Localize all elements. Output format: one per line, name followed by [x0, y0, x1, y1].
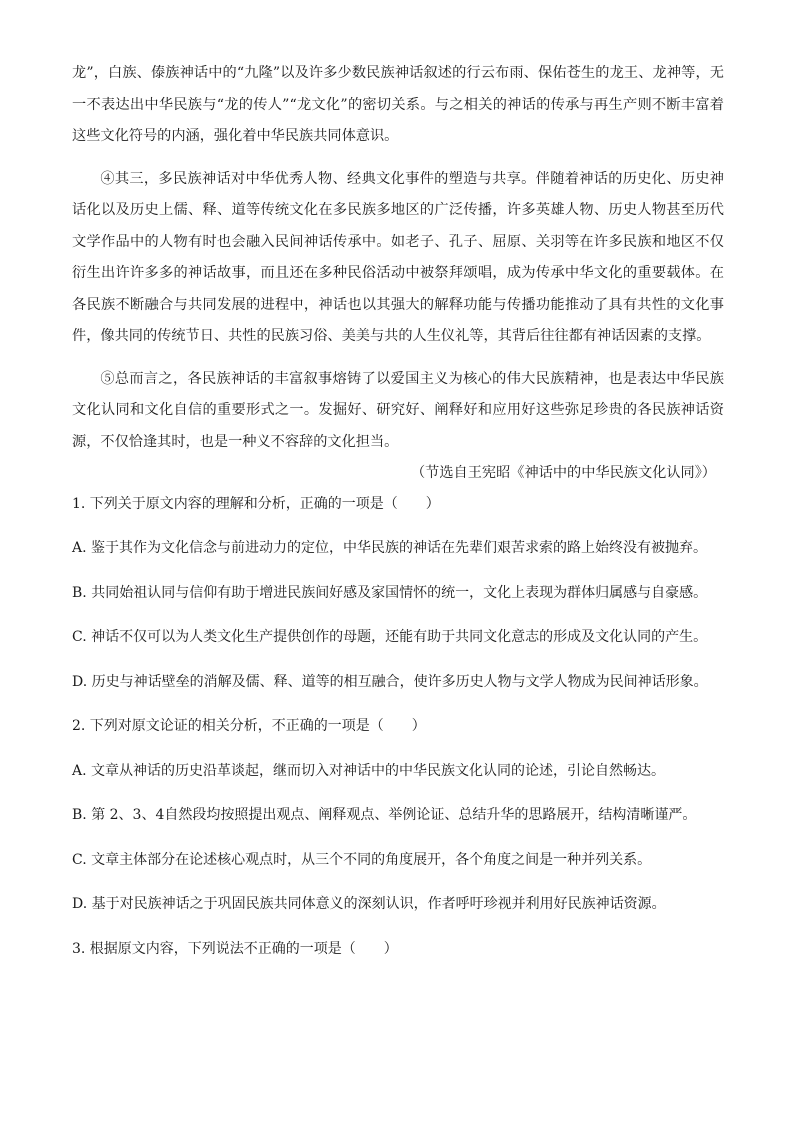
question-option: D. 历史与神话壁垒的消解及儒、释、道等的相互融合，使许多历史人物与文学人物成为民间神话形象。	[72, 673, 708, 690]
question-option: D. 基于对民族神话之于巩固民族共同体意义的深刻认识，作者呼吁珍视并利用好民族神话资源。	[72, 896, 666, 912]
question-stem: 2. 下列对原文论证的相关分析，不正确的一项是（ ）	[72, 718, 426, 734]
question-option: C. 文章主体部分在论述核心观点时，从三个不同的角度展开，各个角度之间是一种并列关系。	[72, 851, 652, 868]
question-stem: 3. 根据原文内容，下列说法不正确的一项是（ ）	[72, 940, 398, 957]
paragraph-continued: 龙”，白族、傣族神话中的“九隆”以及许多少数民族神话叙述的行云布雨、保佑苍生的龙王、龙神等，无一不表达出中华民族与“龙的传人”“龙文化”的密切关系。与之相关的神话的传承与再生产则不断丰富着这些文化符号的内涵，强化着中华民族共同体意识。	[72, 65, 724, 144]
question-stem: 1. 下列关于原文内容的理解和分析，正确的一项是（ ）	[72, 495, 440, 512]
document-page	[72, 58, 724, 983]
paragraph-4: ④其三，多民族神话对中华优秀人物、经典文化事件的塑造与共享。伴随着神话的历史化、历史神话化以及历史上儒、释、道等传统文化在多民族多地区的广泛传播，许多英雄人物、历史人物甚至历代文学作品中的人物有时也会融入民间神话传承中。如老子、孔子、屈原、关羽等在许多民族和地区不仅衍生出许许多多的神话故事，而且还在多种民俗活动中被祭拜颂唱，成为传承中华文化的重要载体。在各民族不断融合与共同发展的进程中，神话也以其强大的解释功能与传播功能推动了具有共性的文化事件，像共同的传统节日、共性的民族习俗、美美与共的人生仪礼等，其背后往往都有神话因素的支撑。	[72, 170, 724, 344]
question-option: A. 文章从神话的历史沿革谈起，继而切入对神话中的中华民族文化认同的论述，引论自然畅达。	[72, 762, 666, 779]
question-option: C. 神话不仅可以为人类文化生产提供创作的母题，还能有助于共同文化意志的形成及文化认同的产生。	[72, 629, 708, 645]
question-option: B. 共同始祖认同与信仰有助于增进民族间好感及家国情怀的统一，文化上表现为群体归属感与自豪感。	[72, 584, 708, 601]
paragraph-5: ⑤总而言之，各民族神话的丰富叙事熔铸了以爱国主义为核心的伟大民族精神，也是表达中华民族文化认同和文化自信的重要形式之一。发掘好、研究好、阐释好和应用好这些弥足珍贵的各民族神话资源，不仅恰逢其时，也是一种义不容辞的文化担当。	[72, 370, 724, 450]
source-citation: （节选自王宪昭《神话中的中华民族文化认同》）	[410, 465, 716, 481]
question-list	[72, 494, 724, 959]
question-option: B. 第 2、3、4自然段均按照提出观点、阐释观点、举例论证、总结升华的思路展开，结构清晰谨严。	[72, 807, 697, 823]
question-option: A. 鉴于其作为文化信念与前进动力的定位，中华民族的神话在先辈们艰苦求索的路上始终没有被抛弃。	[72, 540, 708, 556]
